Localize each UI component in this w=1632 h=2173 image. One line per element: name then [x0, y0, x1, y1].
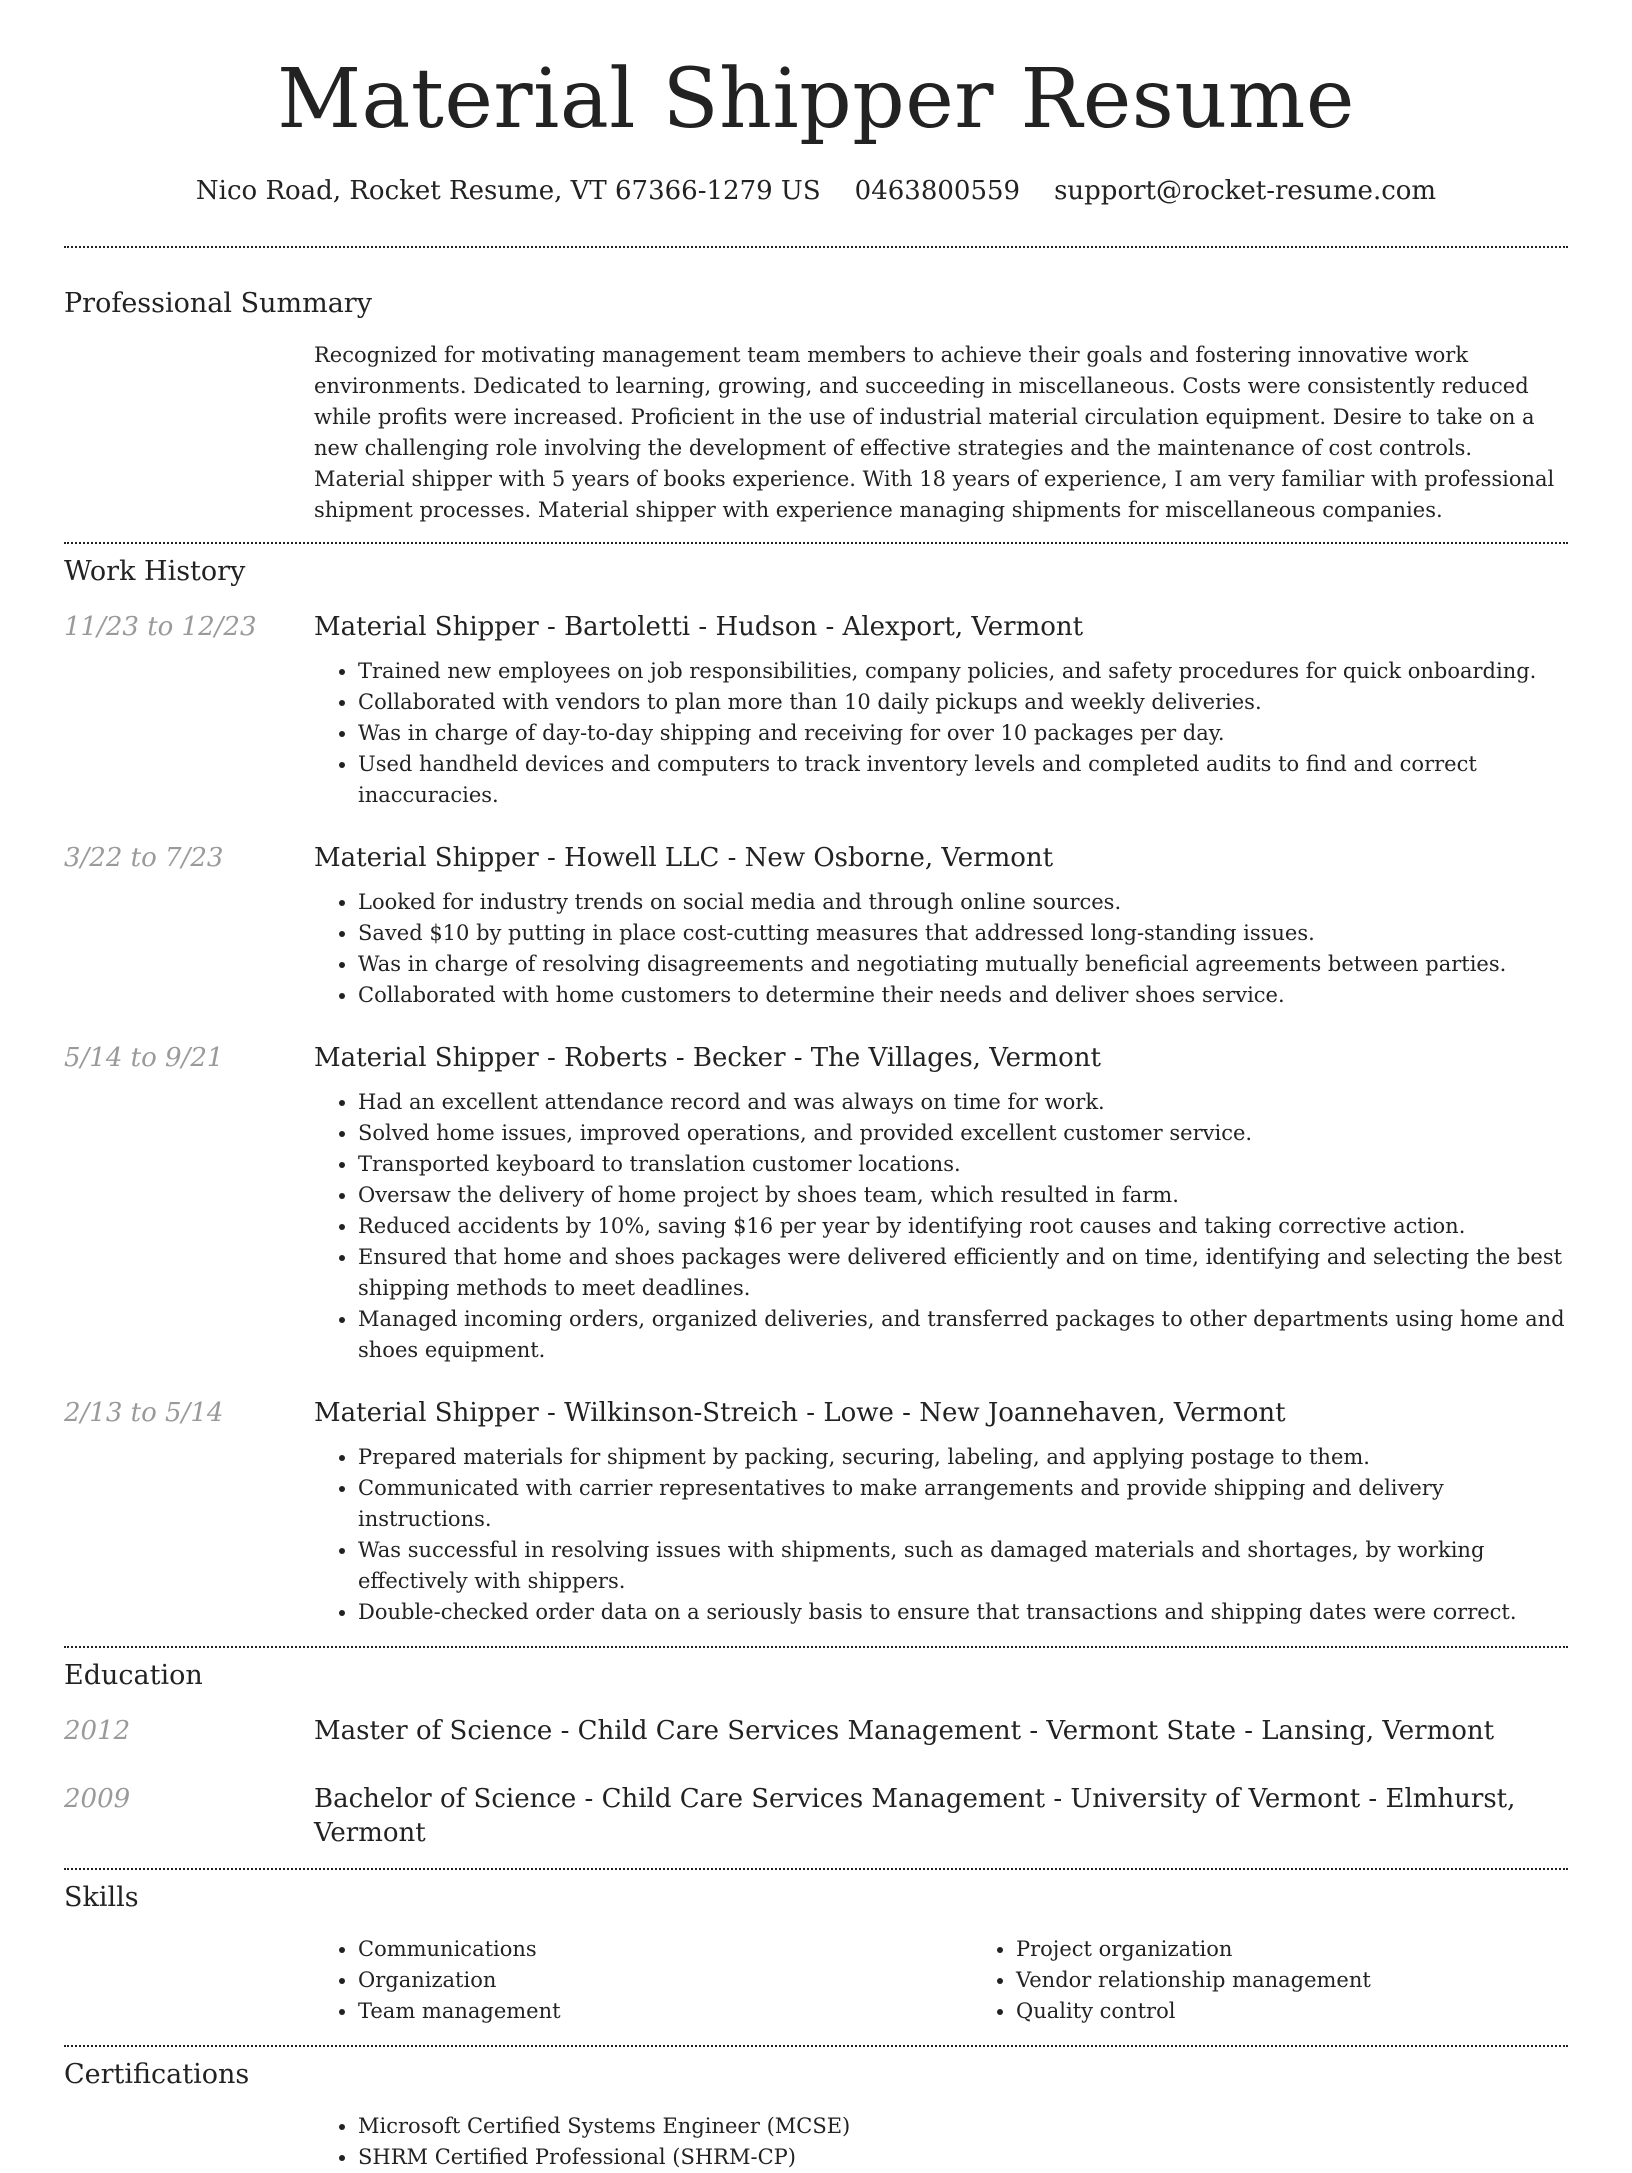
- job-title: Material Shipper - Roberts - Becker - The Villages, Vermont: [314, 1043, 1101, 1073]
- contact-line: [64, 174, 1568, 208]
- skill-item: • Communications: [358, 1934, 972, 1965]
- job-details: [314, 1396, 1568, 1628]
- skill-item: • Organization: [358, 1965, 972, 1996]
- job-details: [314, 841, 1568, 1011]
- skills-heading: Skills: [64, 1882, 139, 1913]
- section-divider: [64, 1646, 1568, 1648]
- job-bullet: • Looked for industry trends on social media and through online sources.: [358, 887, 1568, 918]
- certifications-list: [314, 2111, 1568, 2173]
- job-bullet: • Oversaw the delivery of home project by shoes team, which resulted in farm.: [358, 1180, 1568, 1211]
- education-degree: Master of Science - Child Care Services Management - Vermont State - Lansing, Vermont: [314, 1716, 1495, 1746]
- job-bullet: • Collaborated with vendors to plan more than 10 daily pickups and weekly deliveries.: [358, 687, 1568, 718]
- job-bullet: • Transported keyboard to translation customer locations.: [358, 1149, 1568, 1180]
- job-bullet: • Double-checked order data on a seriously basis to ensure that transactions and shipping dates were correct.: [358, 1597, 1568, 1628]
- job-bullet: • Had an excellent attendance record and was always on time for work.: [358, 1087, 1568, 1118]
- job-bullet: • Solved home issues, improved operations, and provided excellent customer service.: [358, 1118, 1568, 1149]
- summary-text: Recognized for motivating management team members to achieve their goals and fostering innovative work environments. Dedicated to learning, growing, and succeeding in miscellaneous. Costs were consistently reduced while profits were increased. Proficient in the use of industrial material circulation equipment. Desire to take on a new challenging role involving the development of effective strategies and the maintenance of cost controls. Material shipper with 5 years of books experience. With 18 years of experience, I am very familiar with professional shipment processes. Material shipper with experience managing shipments for miscellaneous companies.: [314, 343, 1555, 522]
- certification-item: • Microsoft Certified Systems Engineer (MCSE): [358, 2111, 1568, 2142]
- summary-row: [64, 340, 1568, 526]
- job-entry: [64, 610, 1568, 811]
- education-heading: Education: [64, 1660, 203, 1691]
- certifications-row: [64, 2111, 1568, 2173]
- job-bullets: [314, 1442, 1568, 1628]
- job-bullet: • Prepared materials for shipment by packing, securing, labeling, and applying postage to them.: [358, 1442, 1568, 1473]
- skills-spacer: [64, 1934, 314, 2027]
- job-bullet: • Was successful in resolving issues with shipments, such as damaged materials and shortages, by working effectively with shippers.: [358, 1535, 1568, 1597]
- skills-list-left: [314, 1934, 972, 2027]
- job-bullet: • Trained new employees on job responsibilities, company policies, and safety procedures for quick onboarding.: [358, 656, 1568, 687]
- section-divider: [64, 2045, 1568, 2047]
- job-bullets: [314, 887, 1568, 1011]
- job-title: Material Shipper - Bartoletti - Hudson - Alexport, Vermont: [314, 612, 1084, 642]
- section-divider: [64, 542, 1568, 544]
- summary-heading: Professional Summary: [64, 288, 372, 319]
- certifications-list-wrap: [314, 2111, 1568, 2173]
- job-bullet: • Ensured that home and shoes packages were delivered efficiently and on time, identifying and selecting the best shipping methods to meet deadlines.: [358, 1242, 1568, 1304]
- job-bullets: [314, 656, 1568, 811]
- skills-row: [64, 1934, 1568, 2027]
- skills-list-right: [972, 1934, 1630, 2027]
- certifications-spacer: [64, 2111, 314, 2173]
- job-bullet: • Communicated with carrier representatives to make arrangements and provide shipping and delivery instructions.: [358, 1473, 1568, 1535]
- skill-item: • Vendor relationship management: [1016, 1965, 1630, 1996]
- job-dates: 5/14 to 9/21: [64, 1043, 224, 1073]
- section-divider: [64, 1868, 1568, 1870]
- contact-email: support@rocket-resume.com: [1054, 176, 1437, 206]
- skills-columns: [314, 1934, 1630, 2027]
- job-bullet: • Was in charge of day-to-day shipping and receiving for over 10 packages per day.: [358, 718, 1568, 749]
- education-year: 2012: [64, 1716, 131, 1746]
- contact-address: Nico Road, Rocket Resume, VT 67366-1279 US: [195, 176, 821, 206]
- work-history-heading: Work History: [64, 556, 246, 587]
- job-bullets: [314, 1087, 1568, 1366]
- certifications-heading: Certifications: [64, 2059, 250, 2090]
- job-bullet: • Managed incoming orders, organized deliveries, and transferred packages to other departments using home and shoes equipment.: [358, 1304, 1568, 1366]
- education-degree: Bachelor of Science - Child Care Services Management - University of Vermont - Elmhurst, Vermont: [314, 1784, 1516, 1848]
- skill-item: • Quality control: [1016, 1996, 1630, 2027]
- skill-item: • Project organization: [1016, 1934, 1630, 1965]
- job-entry: [64, 1396, 1568, 1628]
- education-entry: [64, 1714, 1568, 1748]
- summary-spacer: [64, 340, 314, 526]
- resume-title: Material Shipper Resume: [277, 52, 1355, 147]
- job-dates: 11/23 to 12/23: [64, 612, 257, 642]
- job-bullet: • Was in charge of resolving disagreements and negotiating mutually beneficial agreements between parties.: [358, 949, 1568, 980]
- job-title: Material Shipper - Howell LLC - New Osborne, Vermont: [314, 843, 1054, 873]
- job-dates: 2/13 to 5/14: [64, 1398, 224, 1428]
- job-details: [314, 610, 1568, 811]
- certification-item: • SHRM Certified Professional (SHRM-CP): [358, 2142, 1568, 2173]
- job-bullet: • Reduced accidents by 10%, saving $16 per year by identifying root causes and taking corrective action.: [358, 1211, 1568, 1242]
- job-entry: [64, 1041, 1568, 1366]
- job-dates: 3/22 to 7/23: [64, 843, 224, 873]
- job-bullet: • Collaborated with home customers to determine their needs and deliver shoes service.: [358, 980, 1568, 1011]
- job-bullet: • Used handheld devices and computers to track inventory levels and completed audits to find and correct inaccuracies.: [358, 749, 1568, 811]
- contact-phone: 0463800559: [854, 176, 1021, 206]
- job-title: Material Shipper - Wilkinson-Streich - Lowe - New Joannehaven, Vermont: [314, 1398, 1286, 1428]
- skill-item: • Team management: [358, 1996, 972, 2027]
- job-details: [314, 1041, 1568, 1366]
- job-entry: [64, 841, 1568, 1011]
- section-divider: [64, 246, 1568, 248]
- education-year: 2009: [64, 1784, 131, 1814]
- job-bullet: • Saved $10 by putting in place cost-cutting measures that addressed long-standing issues.: [358, 918, 1568, 949]
- education-entry: [64, 1782, 1568, 1850]
